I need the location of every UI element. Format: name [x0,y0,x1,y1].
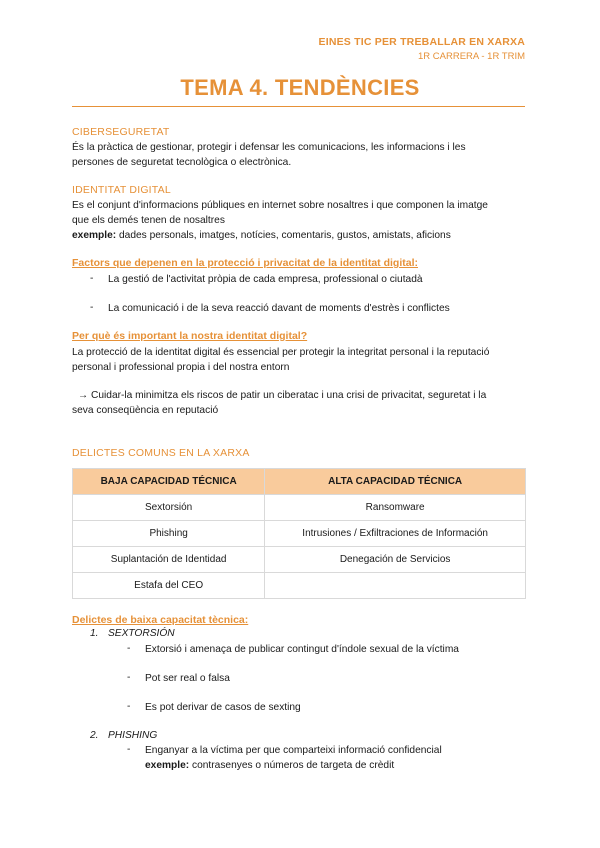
item-1-title: SEXTORSIÓN [108,628,175,639]
table-row [73,495,526,521]
table-cell: Ransomware [265,495,526,521]
factors-item-1: La gestió de l'activitat pròpia de cada empresa, professional o ciutadà [108,274,423,285]
identitat-line2: que els demés tenen de nosaltres [72,215,225,226]
importance-line1: La protecció de la identitat digital és essencial per protegir la integritat personal i la reputació [72,347,490,358]
course-header: EINES TIC PER TREBALLAR EN XARXA [318,36,525,48]
sextorsion-bullet-2: Pot ser real o falsa [145,673,230,684]
example-label: exemple: [145,760,190,771]
table-row [73,573,526,599]
table-row [73,547,526,573]
delictes-heading: DELICTES COMUNS EN LA XARXA [72,447,250,459]
title-divider [72,106,525,107]
dash-icon: - [127,672,131,683]
page-title: TEMA 4. TENDÈNCIES [180,75,420,100]
table-cell: Intrusiones / Exfiltraciones de Información [265,521,526,547]
importance-heading: Per què és important la nostra identitat digital? [72,330,308,342]
table-header-row [73,469,526,495]
table-cell: Sextorsión [73,495,265,521]
dash-icon: - [127,701,131,712]
table-cell: Phishing [73,521,265,547]
table-cell: Suplantación de Identidad [73,547,265,573]
identitat-example [72,228,527,243]
importance-arrow-line1: → Cuidar-la minimitza els riscos de patir un ciberatac i una crisi de privacitat, seguretat i la [78,390,487,401]
dash-icon: - [90,302,94,313]
table-row [73,521,526,547]
dash-icon: - [127,744,131,755]
item-2-title: PHISHING [108,730,158,741]
example-text: dades personals, imatges, notícies, comentaris, gustos, amistats, aficions [116,230,451,241]
table-cell: Estafa del CEO [73,573,265,599]
term-header: 1R CARRERA - 1R TRIM [418,51,525,62]
factors-heading: Factors que depenen en la protecció i privacitat de la identitat digital: [72,257,418,269]
dash-icon: - [90,273,94,284]
phishing-bullet: Enganyar a la víctima per que comparteixi informació confidencial [145,745,442,756]
baixa-heading: Delictes de baixa capacitat tècnica: [72,614,249,626]
table-header-baja: BAJA CAPACIDAD TÉCNICA [73,469,265,495]
importance-line2: personal i professional propia i del nostra entorn [72,362,290,373]
delictes-table [72,468,526,599]
sextorsion-bullet-1: Extorsió i amenaça de publicar contingut d'índole sexual de la víctima [145,644,459,655]
item-2-number: 2. [90,730,99,741]
identitat-heading: IDENTITAT DIGITAL [72,184,171,196]
factors-item-2: La comunicació i de la seva reacció davant de moments d'estrès i conflictes [108,303,450,314]
example-label: exemple: [72,230,117,241]
identitat-line1: Es el conjunt d'informacions públiques en internet sobre nosaltres i que componen la imatge [72,200,488,211]
table-cell: Denegación de Servicios [265,547,526,573]
ciberseguretat-line2: persones de seguretat tecnològica o electrònica. [72,157,292,168]
ciberseguretat-line1: És la pràctica de gestionar, protegir i defensar les comunicacions, les informacions i les [72,142,466,153]
ciberseguretat-heading: CIBERSEGURETAT [72,126,170,138]
dash-icon: - [127,643,131,654]
sextorsion-bullet-3: Es pot derivar de casos de sexting [145,702,301,713]
table-cell [265,573,526,599]
table-header-alta: ALTA CAPACIDAD TÉCNICA [265,469,526,495]
importance-arrow-line2: seva conseqüència en reputació [72,405,219,416]
item-1-number: 1. [90,628,99,639]
phishing-example [145,758,394,773]
example-text: contrasenyes o números de targeta de crèdit [189,760,395,771]
